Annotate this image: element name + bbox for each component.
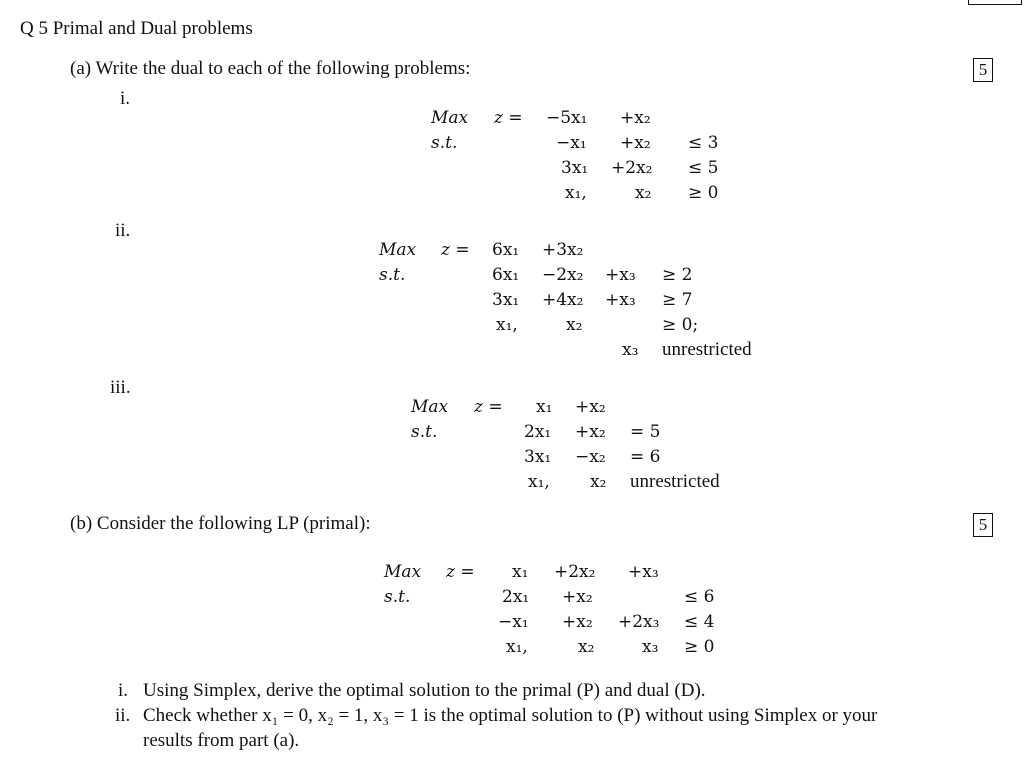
unrestricted-var: x₃ xyxy=(622,340,639,360)
objective-var: z = xyxy=(441,240,470,260)
constraint-rhs: ≥ 7 xyxy=(662,290,693,310)
coef-term: x₂ xyxy=(590,472,607,492)
coef-term: −2x₂ xyxy=(542,265,584,285)
constraint-rhs: ≤ 3 xyxy=(688,133,719,153)
subquestion-ii-text: Check whether x₁ = 0, x₂ = 1, x₃ = 1 is the optimal solution to (P) without using Simplex or your xyxy=(143,705,878,726)
part-a-label: (a) Write the dual to each of the following problems: xyxy=(70,58,471,79)
coef-term: x₁, xyxy=(496,315,518,335)
objective-keyword: Max xyxy=(431,108,469,128)
objective-var: z = xyxy=(474,397,503,417)
coef-term: 3x₁ xyxy=(524,447,552,467)
constraint-rhs: ≥ 2 xyxy=(662,265,693,285)
part-b-marks-box: 5 xyxy=(973,513,993,537)
st-keyword: s.t. xyxy=(411,422,438,442)
coef-term: x₁, xyxy=(528,472,550,492)
coef-term: +x₃ xyxy=(605,290,636,310)
coef-term: +x₃ xyxy=(605,265,636,285)
coef-term: −x₁ xyxy=(498,612,529,632)
constraint-rhs: ≥ 0; xyxy=(662,315,699,335)
coef-term: x₃ xyxy=(642,637,659,657)
objective-keyword: Max xyxy=(379,240,417,260)
coef-term: x₁, xyxy=(565,183,587,203)
coef-term: 6x₁ xyxy=(492,240,520,260)
problem-iii-label: iii. xyxy=(110,377,131,398)
coef-term: 2x₁ xyxy=(502,587,530,607)
st-keyword: s.t. xyxy=(431,133,458,153)
coef-term: −x₂ xyxy=(575,447,606,467)
st-keyword: s.t. xyxy=(379,265,406,285)
subquestion-ii-label: ii. xyxy=(115,705,131,726)
coef-term: −x₁ xyxy=(556,133,587,153)
constraint-rhs: = 5 xyxy=(630,422,661,442)
coef-term: +x₃ xyxy=(628,562,659,582)
unrestricted-text: unrestricted xyxy=(630,471,720,492)
constraint-rhs: = 6 xyxy=(630,447,661,467)
constraint-rhs: ≤ 6 xyxy=(684,587,715,607)
page-frame-corner xyxy=(968,0,1022,5)
coef-term: 6x₁ xyxy=(492,265,520,285)
coef-term: +2x₂ xyxy=(611,158,653,178)
coef-term: 3x₁ xyxy=(561,158,589,178)
problem-i-label: i. xyxy=(120,88,131,109)
st-keyword: s.t. xyxy=(384,587,411,607)
coef-term: x₁, xyxy=(506,637,528,657)
unrestricted-text: unrestricted xyxy=(662,339,752,360)
constraint-rhs: ≤ 4 xyxy=(684,612,715,632)
objective-var: z = xyxy=(446,562,475,582)
coef-term: +x₂ xyxy=(562,612,593,632)
coef-term: x₂ xyxy=(635,183,652,203)
coef-term: +4x₂ xyxy=(542,290,584,310)
coef-term: +x₂ xyxy=(620,108,651,128)
subquestion-i-text: Using Simplex, derive the optimal solution to the primal (P) and dual (D). xyxy=(143,680,706,701)
coef-term: x₁ xyxy=(536,397,553,417)
objective-keyword: Max xyxy=(411,397,449,417)
problem-ii-label: ii. xyxy=(115,220,131,241)
coef-term: +2x₃ xyxy=(618,612,660,632)
coef-term: +x₂ xyxy=(575,397,606,417)
coef-term: x₂ xyxy=(578,637,595,657)
objective-keyword: Max xyxy=(384,562,422,582)
objective-var: z = xyxy=(494,108,523,128)
question-heading: Q 5 Primal and Dual problems xyxy=(20,18,253,39)
constraint-rhs: ≥ 0 xyxy=(684,637,715,657)
part-b-label: (b) Consider the following LP (primal): xyxy=(70,513,371,534)
coef-term: −5x₁ xyxy=(546,108,588,128)
coef-term: +3x₂ xyxy=(542,240,584,260)
constraint-rhs: ≤ 5 xyxy=(688,158,719,178)
coef-term: +x₂ xyxy=(575,422,606,442)
coef-term: +x₂ xyxy=(620,133,651,153)
coef-term: +2x₂ xyxy=(554,562,596,582)
part-a-marks-box: 5 xyxy=(973,58,993,82)
coef-term: +x₂ xyxy=(562,587,593,607)
constraint-rhs: ≥ 0 xyxy=(688,183,719,203)
coef-term: 2x₁ xyxy=(524,422,552,442)
coef-term: 3x₁ xyxy=(492,290,520,310)
coef-term: x₁ xyxy=(512,562,529,582)
coef-term: x₂ xyxy=(566,315,583,335)
subquestion-ii-text-continued: results from part (a). xyxy=(143,730,300,751)
subquestion-i-label: i. xyxy=(118,680,129,701)
